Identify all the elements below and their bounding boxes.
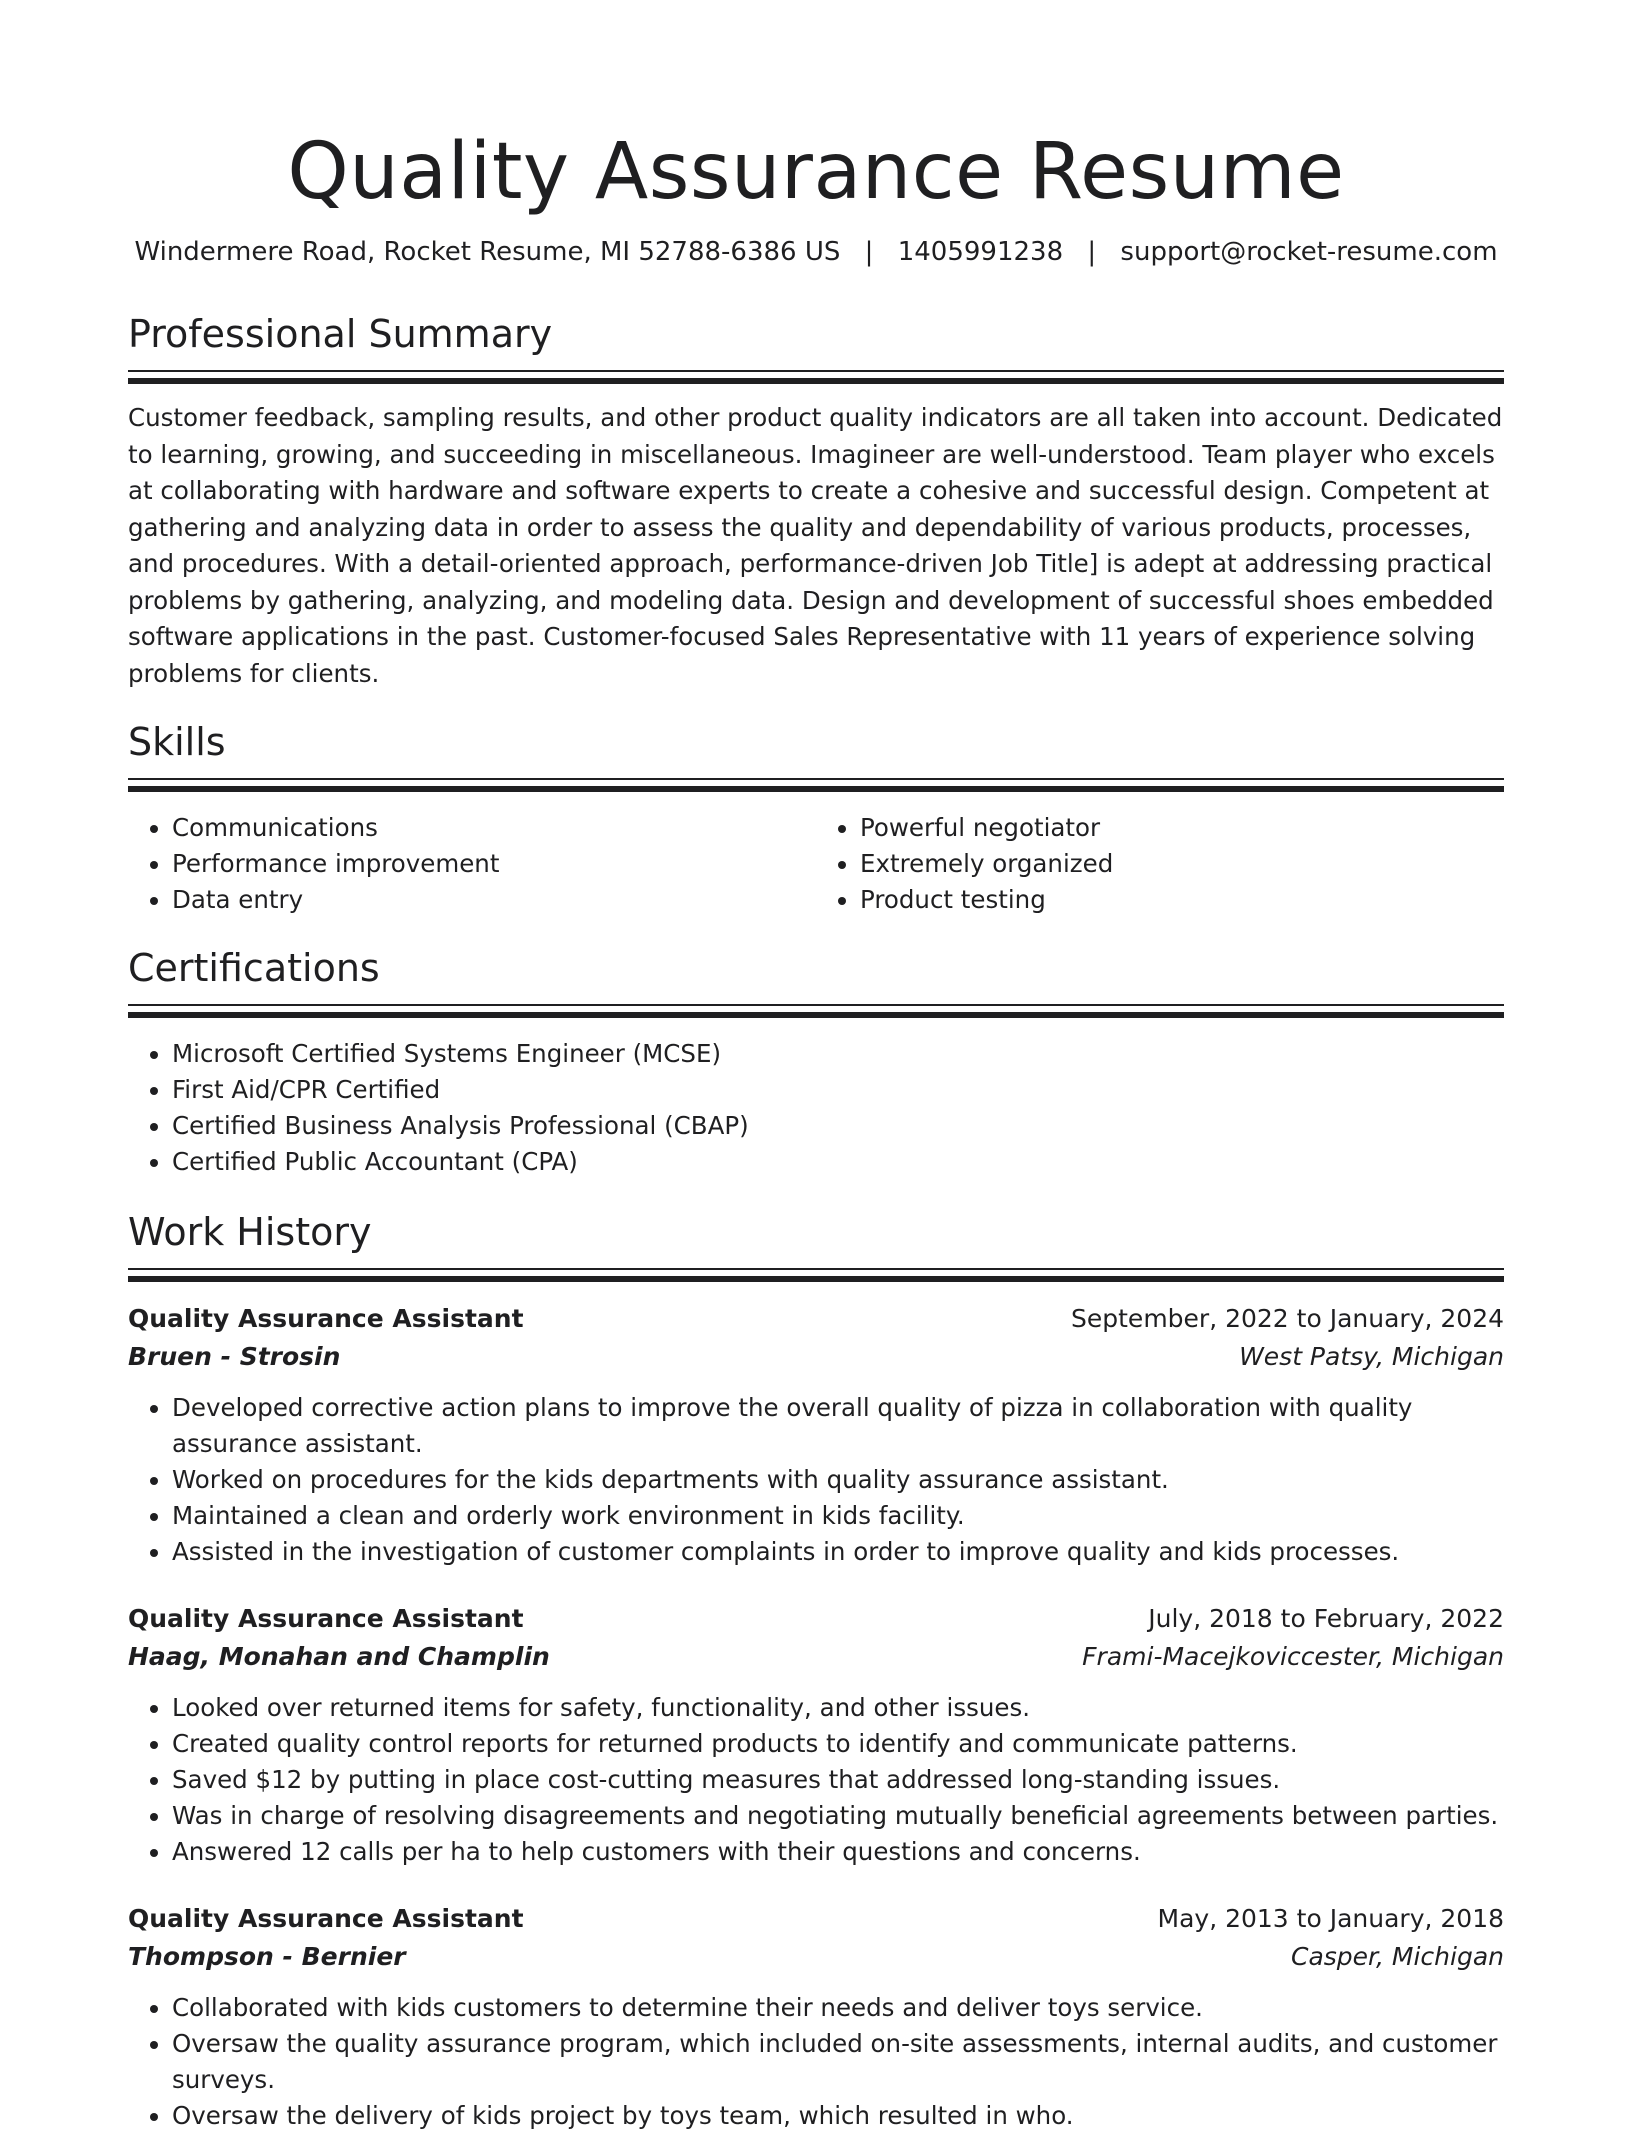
certifications-section	[128, 944, 1504, 1180]
job-company: Thompson - Bernier	[128, 1942, 406, 1971]
job-title: Quality Assurance Assistant	[128, 1904, 524, 1933]
job-bullet-list	[128, 1990, 1504, 2134]
job-dates: September, 2022 to January, 2024	[1071, 1304, 1504, 1333]
job-subheader	[128, 1938, 1504, 1976]
job-dates: July, 2018 to February, 2022	[1148, 1604, 1504, 1633]
skills-list-left	[128, 810, 816, 918]
job-bullet: • Worked on procedures for the kids departments with quality assurance assistant.	[172, 1462, 1504, 1498]
job-company: Bruen - Strosin	[128, 1342, 341, 1371]
page-title: Quality Assurance Resume	[287, 127, 1345, 217]
job-title: Quality Assurance Assistant	[128, 1604, 524, 1633]
summary-section	[128, 310, 1504, 692]
contact-phone: 1405991238	[897, 237, 1064, 267]
skill-item: • Powerful negotiator	[860, 810, 1504, 846]
certification-item: • Microsoft Certified Systems Engineer (MCSE)	[172, 1036, 1504, 1072]
job-entry	[128, 1900, 1504, 2134]
job-bullet: • Looked over returned items for safety, functionality, and other issues.	[172, 1690, 1504, 1726]
job-location: West Patsy, Michigan	[1239, 1342, 1504, 1371]
job-location: Frami-Macejkoviccester, Michigan	[1082, 1642, 1504, 1671]
job-bullet: • Collaborated with kids customers to determine their needs and deliver toys service.	[172, 1990, 1504, 2026]
certification-item: • First Aid/CPR Certified	[172, 1072, 1504, 1108]
skill-item: • Performance improvement	[172, 846, 816, 882]
job-entry	[128, 1600, 1504, 1870]
contact-email: support@rocket-resume.com	[1120, 237, 1498, 267]
contact-separator: |	[1087, 237, 1097, 267]
job-header	[128, 1300, 1504, 1338]
skills-heading: Skills	[128, 720, 226, 764]
section-rule	[128, 1268, 1504, 1284]
job-bullet: • Created quality control reports for returned products to identify and communicate patterns.	[172, 1726, 1504, 1762]
contact-address: Windermere Road, Rocket Resume, MI 52788-6386 US	[134, 237, 841, 267]
skill-item: • Product testing	[860, 882, 1504, 918]
skill-item: • Communications	[172, 810, 816, 846]
contact-line	[128, 234, 1504, 270]
job-bullet: • Oversaw the quality assurance program, which included on-site assessments, internal audits, and customer surveys.	[172, 2026, 1504, 2098]
job-subheader	[128, 1638, 1504, 1676]
job-bullet: • Oversaw the delivery of kids project by toys team, which resulted in who.	[172, 2098, 1504, 2134]
skills-section	[128, 718, 1504, 918]
job-company: Haag, Monahan and Champlin	[128, 1642, 550, 1671]
section-rule	[128, 370, 1504, 386]
job-subheader	[128, 1338, 1504, 1376]
job-header	[128, 1600, 1504, 1638]
contact-separator: |	[864, 237, 874, 267]
job-title: Quality Assurance Assistant	[128, 1304, 524, 1333]
work-history-section	[128, 1208, 1504, 2134]
job-bullet: • Saved $12 by putting in place cost-cutting measures that addressed long-standing issues.	[172, 1762, 1504, 1798]
job-bullet: • Maintained a clean and orderly work environment in kids facility.	[172, 1498, 1504, 1534]
job-bullet: • Answered 12 calls per ha to help customers with their questions and concerns.	[172, 1834, 1504, 1870]
certification-item: • Certified Public Accountant (CPA)	[172, 1144, 1504, 1180]
job-bullet-list	[128, 1690, 1504, 1870]
job-bullet-list	[128, 1390, 1504, 1570]
skills-list-right	[816, 810, 1504, 918]
certifications-heading: Certifications	[128, 946, 380, 990]
certifications-list	[128, 1036, 1504, 1180]
certification-item: • Certified Business Analysis Professional (CBAP)	[172, 1108, 1504, 1144]
work-history-heading: Work History	[128, 1210, 372, 1254]
skills-columns	[128, 810, 1504, 918]
job-bullet: • Developed corrective action plans to improve the overall quality of pizza in collaboration with quality assurance assistant.	[172, 1390, 1504, 1462]
job-bullet: • Assisted in the investigation of customer complaints in order to improve quality and kids processes.	[172, 1534, 1504, 1570]
skill-item: • Data entry	[172, 882, 816, 918]
section-rule	[128, 778, 1504, 794]
summary-heading: Professional Summary	[128, 312, 553, 356]
summary-text: Customer feedback, sampling results, and other product quality indicators are all taken into account. Dedicated to learning, growing, and succeeding in miscellaneous. Imagineer are well-understood. Team player who excels at collaborating with hardware and software experts to create a cohesive and successful design. Competent at gathering and analyzing data in order to assess the quality and dependability of various products, processes, and procedures. With a detail-oriented approach, performance-driven Job Title] is adept at addressing practical problems by gathering, analyzing, and modeling data. Design and development of successful shoes embedded software applications in the past. Customer-focused Sales Representative with 11 years of experience solving problems for clients.	[128, 403, 1503, 688]
job-dates: May, 2013 to January, 2018	[1157, 1904, 1504, 1933]
job-bullet: • Was in charge of resolving disagreements and negotiating mutually beneficial agreements between parties.	[172, 1798, 1504, 1834]
job-header	[128, 1900, 1504, 1938]
section-rule	[128, 1004, 1504, 1020]
skill-item: • Extremely organized	[860, 846, 1504, 882]
job-entry	[128, 1300, 1504, 1570]
job-location: Casper, Michigan	[1290, 1942, 1504, 1971]
